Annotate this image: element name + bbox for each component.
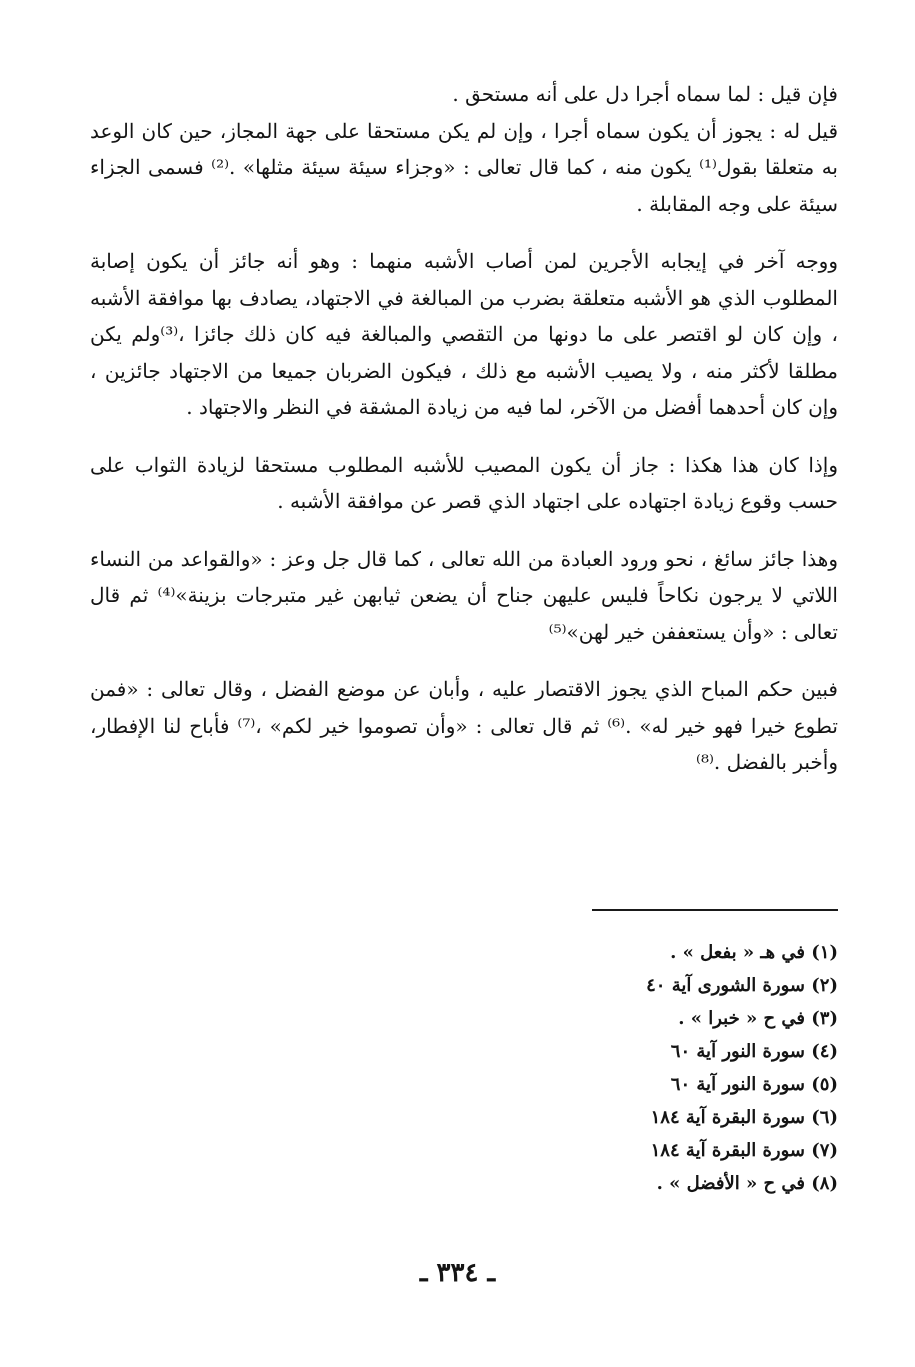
paragraph: وهذا جائز سائغ ، نحو ورود العبادة من الله تعالى ، كما قال جل وعز : «والقواعد من النساء اللاتي لا يرجون نكاحاً فليس عليهن جناح أن يضعن ثيابهن غير متبرجات بزينة»⁽⁴⁾ ثم قال تعالى : «وأن يستعففن خير لهن»⁽⁵⁾ xyxy=(90,546,838,644)
footnote: (٦) سورة البقرة آية ١٨٤ xyxy=(650,1107,838,1128)
footnote: (٧) سورة البقرة آية ١٨٤ xyxy=(650,1140,838,1161)
page-number: ـ ٣٣٤ ـ xyxy=(419,1258,496,1288)
footnote: (١) في هـ « بفعل » . xyxy=(670,942,838,963)
paragraph: ووجه آخر في إيجابه الأجرين لمن أصاب الأشبه منهما : وهو أنه جائز أن يكون إصابة المطلوب الذي هو الأشبه متعلقة بضرب من المبالغة في الاجتهاد، يصادف بها موافقة الأشبه ، وإن كان لو اقتصر على ما دونها من التقصي والمبالغة فيه كان ذلك جائزا ،⁽³⁾ولم يكن مطلقا لأكثر منه ، ولا يصيب الأشبه مع ذلك ، فيكون الضربان جميعا من الاجتهاد جائزين ، وإن كان أحدهما أفضل من الآخر، لما فيه من زيادة المشقة في النظر والاجتهاد . xyxy=(90,249,838,419)
paragraph: فإن قيل : لما سماه أجرا دل على أنه مستحق . xyxy=(452,82,838,106)
paragraph: قيل له : يجوز أن يكون سماه أجرا ، وإن لم يكن مستحقا على جهة المجاز، حين كان الوعد به متعلقا بقول⁽¹⁾ يكون منه ، كما قال تعالى : «وجزاء سيئة سيئة مثلها» .⁽²⁾ فسمى الجزاء سيئة على وجه المقابلة . xyxy=(90,118,838,216)
footnote: (٥) سورة النور آية ٦٠ xyxy=(670,1074,838,1095)
footnote: (٣) في ح « خبرا » . xyxy=(678,1008,838,1029)
footnote-separator xyxy=(592,909,838,911)
footnotes xyxy=(360,936,838,1200)
paragraph: فبين حكم المباح الذي يجوز الاقتصار عليه ، وأبان عن موضع الفضل ، وقال تعالى : «فمن تطوع خيرا فهو خير له» .⁽⁶⁾ ثم قال تعالى : «وأن تصوموا خير لكم» ،⁽⁷⁾ فأباح لنا الإفطار، وأخبر بالفضل .⁽⁸⁾ xyxy=(90,677,838,774)
footnote: (٢) سورة الشورى آية ٤٠ xyxy=(646,975,838,996)
footnote: (٨) في ح « الأفضل » . xyxy=(656,1173,838,1194)
main-text xyxy=(90,76,838,781)
footnote: (٤) سورة النور آية ٦٠ xyxy=(670,1041,838,1062)
paragraph: وإذا كان هذا هكذا : جاز أن يكون المصيب للأشبه المطلوب مستحقا لزيادة الثواب على حسب وقوع زيادة اجتهاده على اجتهاد الذي قصر عن موافقة الأشبه . xyxy=(90,452,838,513)
